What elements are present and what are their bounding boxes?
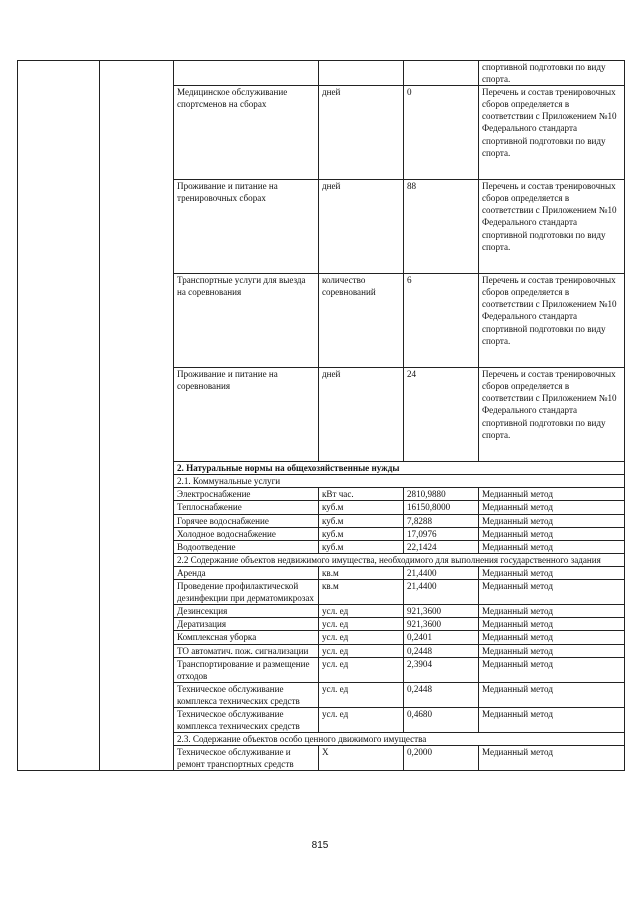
row-unit: куб.м (319, 527, 404, 540)
row-name: Водоотведение (174, 540, 319, 553)
row-name: Теплоснабжение (174, 501, 319, 514)
row-unit: куб.м (319, 501, 404, 514)
row-name: Холодное водоснабжение (174, 527, 319, 540)
row-value: 0,2401 (404, 631, 479, 644)
row-unit: усл. ед (319, 682, 404, 707)
row-value: 2810,9880 (404, 488, 479, 501)
subsection-title: 2.2 Содержание объектов недвижимого имущества, необходимого для выполнения государственного задания (174, 553, 625, 566)
row-note: Медианный метод (479, 501, 625, 514)
row-unit (319, 61, 404, 86)
row-value: 2,3904 (404, 657, 479, 682)
row-unit: усл. ед (319, 707, 404, 732)
row-name: Техническое обслуживание комплекса технических средств (174, 707, 319, 732)
row-note: Медианный метод (479, 527, 625, 540)
row-name: Аренда (174, 566, 319, 579)
blank-column-2 (100, 61, 174, 771)
page-number: 815 (311, 840, 329, 851)
subsection-title: 2.3. Содержание объектов особо ценного движимого имущества (174, 733, 625, 746)
row-note: Медианный метод (479, 707, 625, 732)
row-value: 7,8288 (404, 514, 479, 527)
row-note: Медианный метод (479, 514, 625, 527)
row-value: 24 (404, 368, 479, 462)
row-value: 6 (404, 274, 479, 368)
row-unit: дней (319, 368, 404, 462)
row-unit: усл. ед (319, 657, 404, 682)
row-value: 88 (404, 180, 479, 274)
row-name: Проживание и питание на соревнования (174, 368, 319, 462)
row-name: Проживание и питание на тренировочных сборах (174, 180, 319, 274)
row-name: Электроснабжение (174, 488, 319, 501)
row-note: Медианный метод (479, 682, 625, 707)
row-note: Медианный метод (479, 746, 625, 771)
row-name: Транспортные услуги для выезда на соревнования (174, 274, 319, 368)
row-note: Перечень и состав тренировочных сборов определяется в соответствии с Приложением №10 Федерального стандарта спортивной подготовки по виду спорта. (479, 368, 625, 462)
row-unit: усл. ед (319, 618, 404, 631)
row-note: Перечень и состав тренировочных сборов определяется в соответствии с Приложением №10 Федерального стандарта спортивной подготовки по виду спорта. (479, 274, 625, 368)
row-value: 0,2448 (404, 682, 479, 707)
row-note: Медианный метод (479, 488, 625, 501)
row-note: Медианный метод (479, 631, 625, 644)
row-unit: кв.м (319, 566, 404, 579)
row-value (404, 61, 479, 86)
blank-column-1 (18, 61, 100, 771)
row-value: 0,4680 (404, 707, 479, 732)
row-note: Медианный метод (479, 566, 625, 579)
row-unit: куб.м (319, 540, 404, 553)
row-name: ТО автоматич. пож. сигнализации (174, 644, 319, 657)
row-note: Медианный метод (479, 605, 625, 618)
row-value: 17,0976 (404, 527, 479, 540)
row-name: Транспортирование и размещение отходов (174, 657, 319, 682)
row-value: 21,4400 (404, 566, 479, 579)
row-name: Комплексная уборка (174, 631, 319, 644)
row-value: 16150,8000 (404, 501, 479, 514)
row-name: Проведение профилактической дезинфекции при дерматомикрозах (174, 580, 319, 605)
row-unit: кВт час. (319, 488, 404, 501)
row-note: Медианный метод (479, 540, 625, 553)
row-unit: куб.м (319, 514, 404, 527)
norms-table (17, 60, 625, 771)
row-unit: кв.м (319, 580, 404, 605)
table-row (18, 61, 625, 86)
row-name: Дератизация (174, 618, 319, 631)
row-unit: усл. ед (319, 605, 404, 618)
row-name (174, 61, 319, 86)
row-note: Медианный метод (479, 580, 625, 605)
row-value: 0,2000 (404, 746, 479, 771)
row-note: Медианный метод (479, 618, 625, 631)
row-note: Перечень и состав тренировочных сборов определяется в соответствии с Приложением №10 Федерального стандарта спортивной подготовки по виду спорта. (479, 180, 625, 274)
row-unit: дней (319, 180, 404, 274)
row-name: Техническое обслуживание комплекса технических средств (174, 682, 319, 707)
row-note: Перечень и состав тренировочных сборов определяется в соответствии с Приложением №10 Федерального стандарта спортивной подготовки по виду спорта. (479, 86, 625, 180)
row-name: Техническое обслуживание и ремонт транспортных средств (174, 746, 319, 771)
row-value: 0,2448 (404, 644, 479, 657)
row-note: Медианный метод (479, 644, 625, 657)
row-unit: дней (319, 86, 404, 180)
section-title: 2. Натуральные нормы на общехозяйственные нужды (174, 462, 625, 475)
row-unit: усл. ед (319, 631, 404, 644)
row-name: Горячее водоснабжение (174, 514, 319, 527)
row-name: Дезинсекция (174, 605, 319, 618)
row-value: 921,3600 (404, 605, 479, 618)
row-unit: количество соревнований (319, 274, 404, 368)
row-value: 0 (404, 86, 479, 180)
row-unit: Х (319, 746, 404, 771)
row-note: спортивной подготовки по виду спорта. (479, 61, 625, 86)
norms-table-container (17, 60, 624, 771)
row-value: 22,1424 (404, 540, 479, 553)
row-name: Медицинское обслуживание спортсменов на сборах (174, 86, 319, 180)
row-value: 921,3600 (404, 618, 479, 631)
row-value: 21,4400 (404, 580, 479, 605)
row-unit: усл. ед (319, 644, 404, 657)
subsection-title: 2.1. Коммунальные услуги (174, 475, 625, 488)
row-note: Медианный метод (479, 657, 625, 682)
